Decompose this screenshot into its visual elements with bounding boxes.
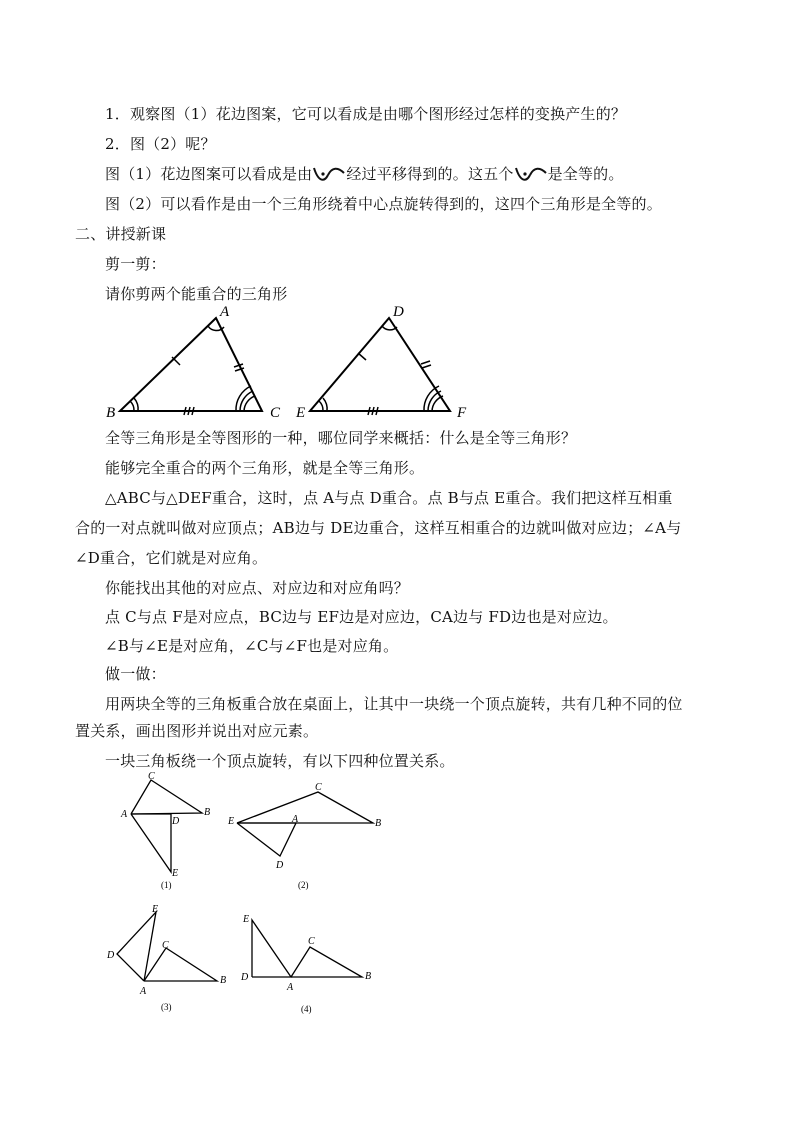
congruent-triangles-figure bbox=[100, 300, 480, 420]
answer-1-part3: 是全等的。 bbox=[547, 165, 624, 183]
fig1-caption: (1) bbox=[161, 880, 172, 890]
fig3-label-d: D bbox=[107, 950, 115, 961]
tick-mark bbox=[192, 407, 194, 415]
definition-question: 全等三角形是全等图形的一种，哪位同学来概括：什么是全等三角形？ bbox=[105, 429, 577, 447]
answer-2: 图（2）可以看作是由一个三角形绕着中心点旋转得到的，这四个三角形是全等的。 bbox=[105, 195, 662, 213]
rotate-line: 一块三角板绕一个顶点旋转，有以下四种位置关系。 bbox=[105, 752, 455, 770]
vertex-label-b: B bbox=[106, 405, 116, 420]
answer-1-part2: 经过平移得到的。这五个 bbox=[346, 165, 514, 183]
rotation-figure-3 bbox=[106, 904, 226, 1012]
fig3-label-e: E bbox=[152, 904, 159, 915]
tick-mark bbox=[188, 407, 190, 415]
rotation-figures bbox=[100, 770, 400, 1020]
section-2-title: 二、讲授新课 bbox=[75, 225, 167, 243]
vertex-label-e: E bbox=[296, 405, 306, 420]
fig4-label-e: E bbox=[243, 914, 250, 925]
do-line-1: 用两块全等的三角板重合放在桌面上，让其中一块绕一个顶点旋转，共有几种不同的位 bbox=[105, 695, 683, 713]
angle-arc bbox=[130, 401, 134, 411]
fig3-caption: (3) bbox=[161, 1002, 172, 1012]
angle-arc bbox=[244, 396, 255, 411]
fig2-label-c: C bbox=[315, 782, 322, 793]
fig1-label-c: C bbox=[148, 771, 155, 782]
fig4-label-d: D bbox=[241, 972, 249, 983]
tick-mark bbox=[172, 357, 180, 365]
tick-mark bbox=[421, 361, 430, 364]
fig1-label-b: B bbox=[204, 807, 211, 818]
fig2-label-b: B bbox=[375, 818, 382, 829]
tick-mark bbox=[422, 365, 431, 368]
fig4-label-a: A bbox=[287, 982, 294, 993]
tick-mark bbox=[372, 407, 374, 415]
triangle-abc bbox=[106, 304, 281, 420]
fig4-caption: (4) bbox=[301, 1004, 312, 1014]
triangle-def bbox=[295, 304, 467, 420]
find-answer-1: 点 C与点 F是对应点，BC边与 EF边是对应边，CA边与 FD边也是对应边。 bbox=[105, 608, 618, 626]
find-question: 你能找出其他的对应点、对应边和对应角吗？ bbox=[105, 579, 410, 597]
fig4-label-b: B bbox=[365, 971, 372, 982]
paragraph-1-line-1: △ABC与△DEF重合，这时，点 A与点 D重合。点 B与点 E重合。我们把这样互相重 bbox=[105, 489, 673, 507]
definition-answer: 能够完全重合的两个三角形，就是全等三角形。 bbox=[105, 459, 425, 477]
paragraph-1-line-3: ∠D重合，它们就是对应角。 bbox=[75, 549, 268, 567]
answer-1 bbox=[105, 164, 624, 185]
fig2-label-d: D bbox=[276, 860, 284, 871]
do-line-2: 置关系，画出图形并说出对应元素。 bbox=[75, 722, 319, 740]
vertex-label-f: F bbox=[457, 405, 467, 420]
fig1-label-e: E bbox=[172, 868, 179, 879]
angle-arc bbox=[319, 401, 323, 411]
vertex-label-c: C bbox=[270, 405, 281, 420]
tick-mark bbox=[358, 353, 366, 360]
fig1-label-d: D bbox=[172, 816, 180, 827]
tick-mark bbox=[184, 407, 186, 415]
fig4-label-c: C bbox=[308, 936, 315, 947]
tick-mark bbox=[376, 407, 378, 415]
vertex-label-d: D bbox=[393, 304, 404, 320]
cut-prompt: 请你剪两个能重合的三角形 bbox=[105, 285, 288, 303]
answer-1-part1: 图（1）花边图案可以看成是由 bbox=[105, 165, 313, 183]
wave-motif-icon bbox=[514, 165, 548, 185]
paragraph-1-line-2: 合的一对点就叫做对应顶点；AB边与 DE边重合，这样互相重合的边就叫做对应边；∠A与 bbox=[75, 519, 682, 537]
do-title: 做一做： bbox=[105, 665, 166, 683]
rotation-figure-1 bbox=[120, 771, 210, 890]
vertex-label-a: A bbox=[220, 304, 230, 320]
cut-title: 剪一剪： bbox=[105, 255, 166, 273]
fig2-caption: (2) bbox=[298, 880, 309, 890]
fig3-label-c: C bbox=[162, 940, 169, 951]
wave-motif-icon bbox=[312, 165, 346, 185]
angle-arc bbox=[208, 326, 224, 331]
rotation-figure-2 bbox=[227, 782, 381, 890]
fig3-label-a: A bbox=[140, 986, 147, 997]
tick-mark bbox=[368, 407, 370, 415]
question-1: 1．观察图（1）花边图案，它可以看成是由哪个图形经过怎样的变换产生的？ bbox=[105, 105, 627, 123]
fig2-label-e: E bbox=[228, 816, 235, 827]
find-answer-2: ∠B与∠E是对应角，∠C与∠F也是对应角。 bbox=[105, 637, 399, 655]
question-2: 2．图（2）呢？ bbox=[105, 135, 216, 153]
fig3-label-b: B bbox=[220, 975, 227, 986]
fig1-label-a: A bbox=[121, 809, 128, 820]
rotation-figure-4 bbox=[240, 914, 371, 1014]
fig2-label-a: A bbox=[292, 814, 299, 825]
